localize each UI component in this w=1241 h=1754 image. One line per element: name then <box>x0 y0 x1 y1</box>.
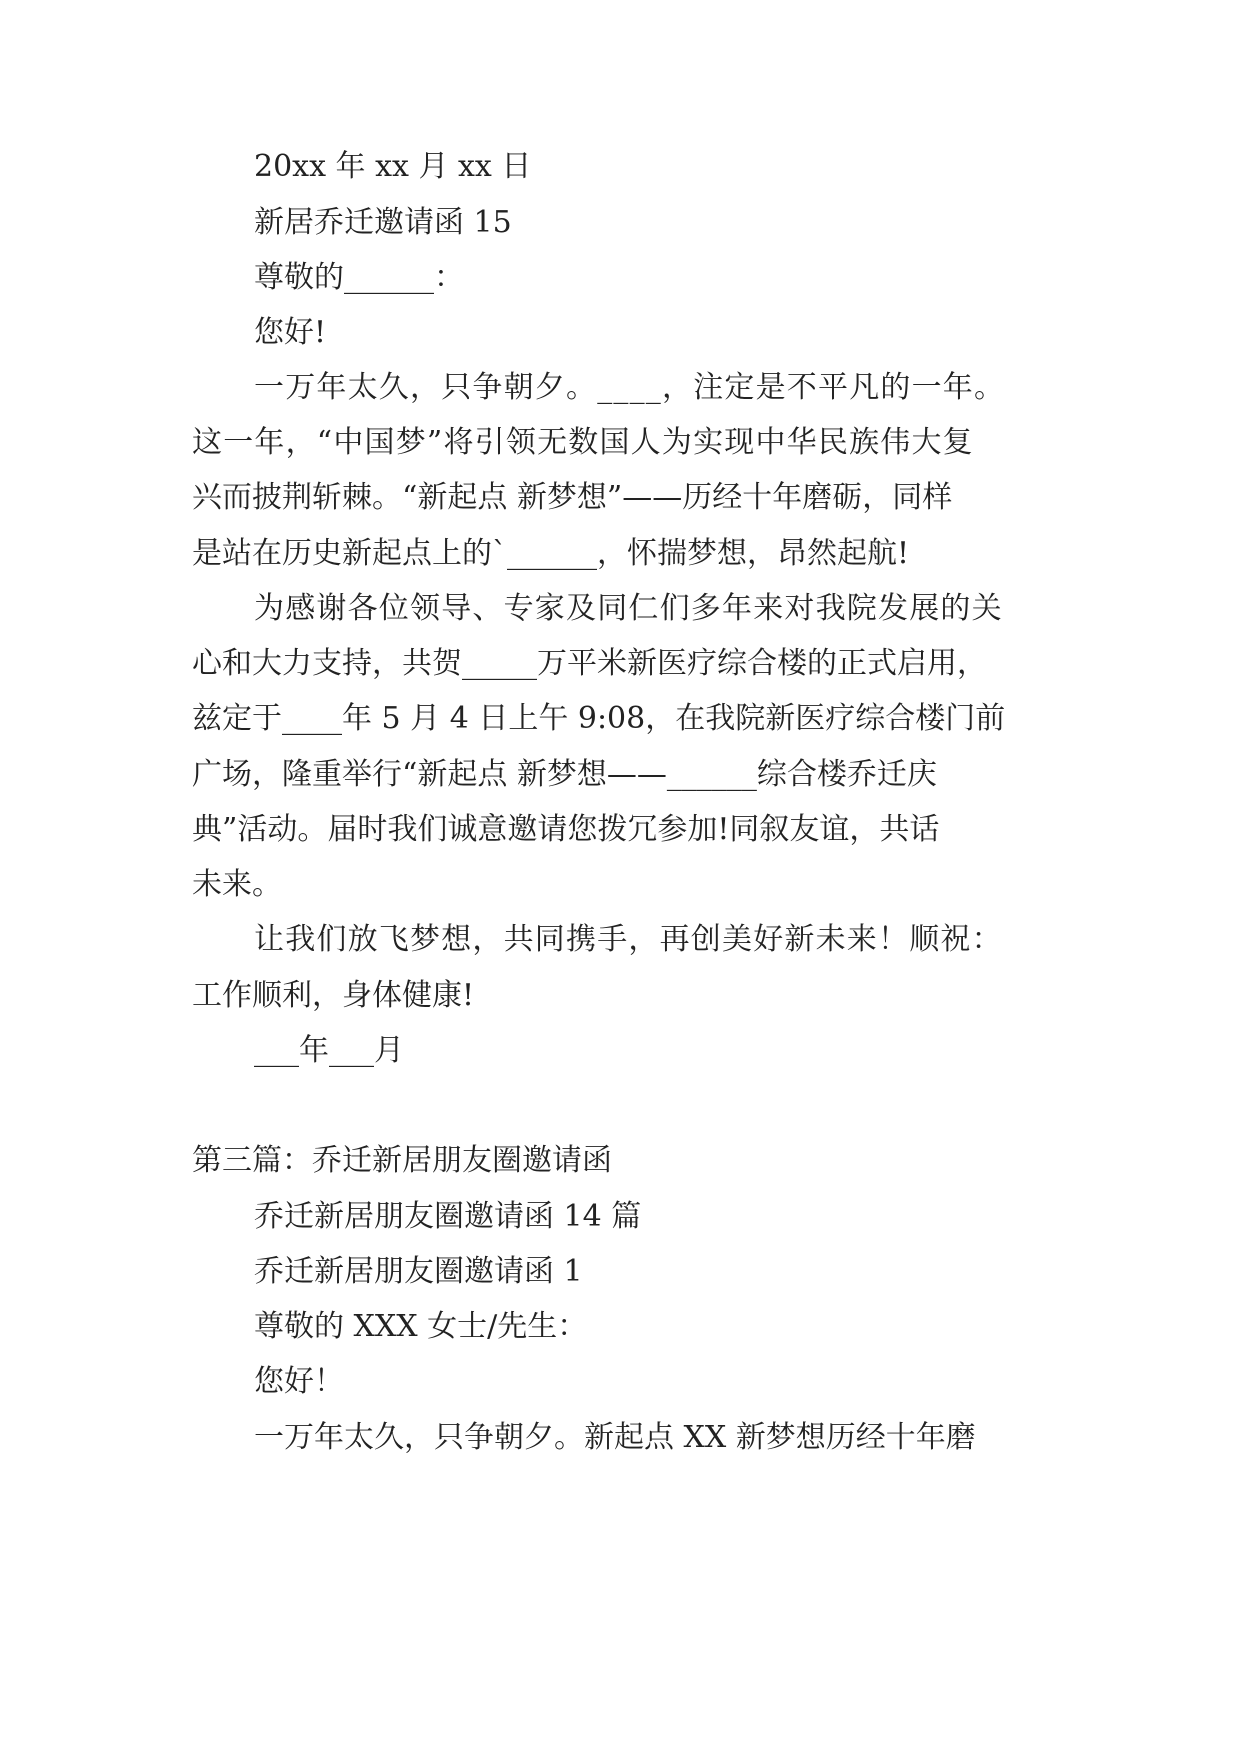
paragraph-3-line-1: 让我们放飞梦想，共同携手，再创美好新未来！顺祝： <box>254 922 1003 957</box>
invitation-title-1: 乔迁新居朋友圈邀请函 1 <box>254 1254 583 1289</box>
signature-date-line: ___年___月 <box>254 1033 404 1068</box>
paragraph-2-line-2: 心和大力支持，共贺_____万平米新医疗综合楼的正式启用， <box>192 646 987 681</box>
section-heading: 第三篇：乔迁新居朋友圈邀请函 <box>192 1143 612 1178</box>
paragraph-1-line-3: 兴而披荆斩棘。“新起点 新梦想”——历经十年磨砺，同样 <box>192 480 953 515</box>
paragraph-3-line-2: 工作顺利，身体健康! <box>192 978 475 1013</box>
paragraph-2-line-1: 为感谢各位领导、专家及同仁们多年来对我院发展的关 <box>254 591 1003 626</box>
salutation-line-2: 尊敬的 XXX 女士/先生： <box>254 1309 588 1344</box>
greeting-line: 您好! <box>254 315 327 350</box>
paragraph-4-line-1: 一万年太久，只争朝夕。新起点 XX 新梦想历经十年磨 <box>254 1420 976 1455</box>
date-line: 20xx 年 xx 月 xx 日 <box>254 149 532 184</box>
paragraph-1-line-1: 一万年太久，只争朝夕。____，注定是不平凡的一年。 <box>254 370 1006 405</box>
paragraph-2-line-5: 典”活动。届时我们诚意邀请您拨冗参加!同叙友谊，共话 <box>192 812 940 847</box>
invitation-title-15: 新居乔迁邀请函 15 <box>254 205 512 240</box>
collection-title: 乔迁新居朋友圈邀请函 14 篇 <box>254 1199 642 1234</box>
paragraph-1-line-2: 这一年，“中国梦”将引领无数国人为实现中华民族伟大复 <box>192 425 974 460</box>
greeting-line-2: 您好！ <box>254 1364 344 1399</box>
paragraph-2-line-6: 未来。 <box>192 867 282 902</box>
paragraph-1-line-4: 是站在历史新起点上的`______，怀揣梦想，昂然起航! <box>192 536 910 571</box>
paragraph-2-line-4: 广场，隆重举行“新起点 新梦想——______综合楼乔迁庆 <box>192 757 937 792</box>
paragraph-2-line-3: 兹定于____年 5 月 4 日上午 9:08，在我院新医疗综合楼门前 <box>192 701 1006 736</box>
salutation-line: 尊敬的______： <box>254 260 464 295</box>
